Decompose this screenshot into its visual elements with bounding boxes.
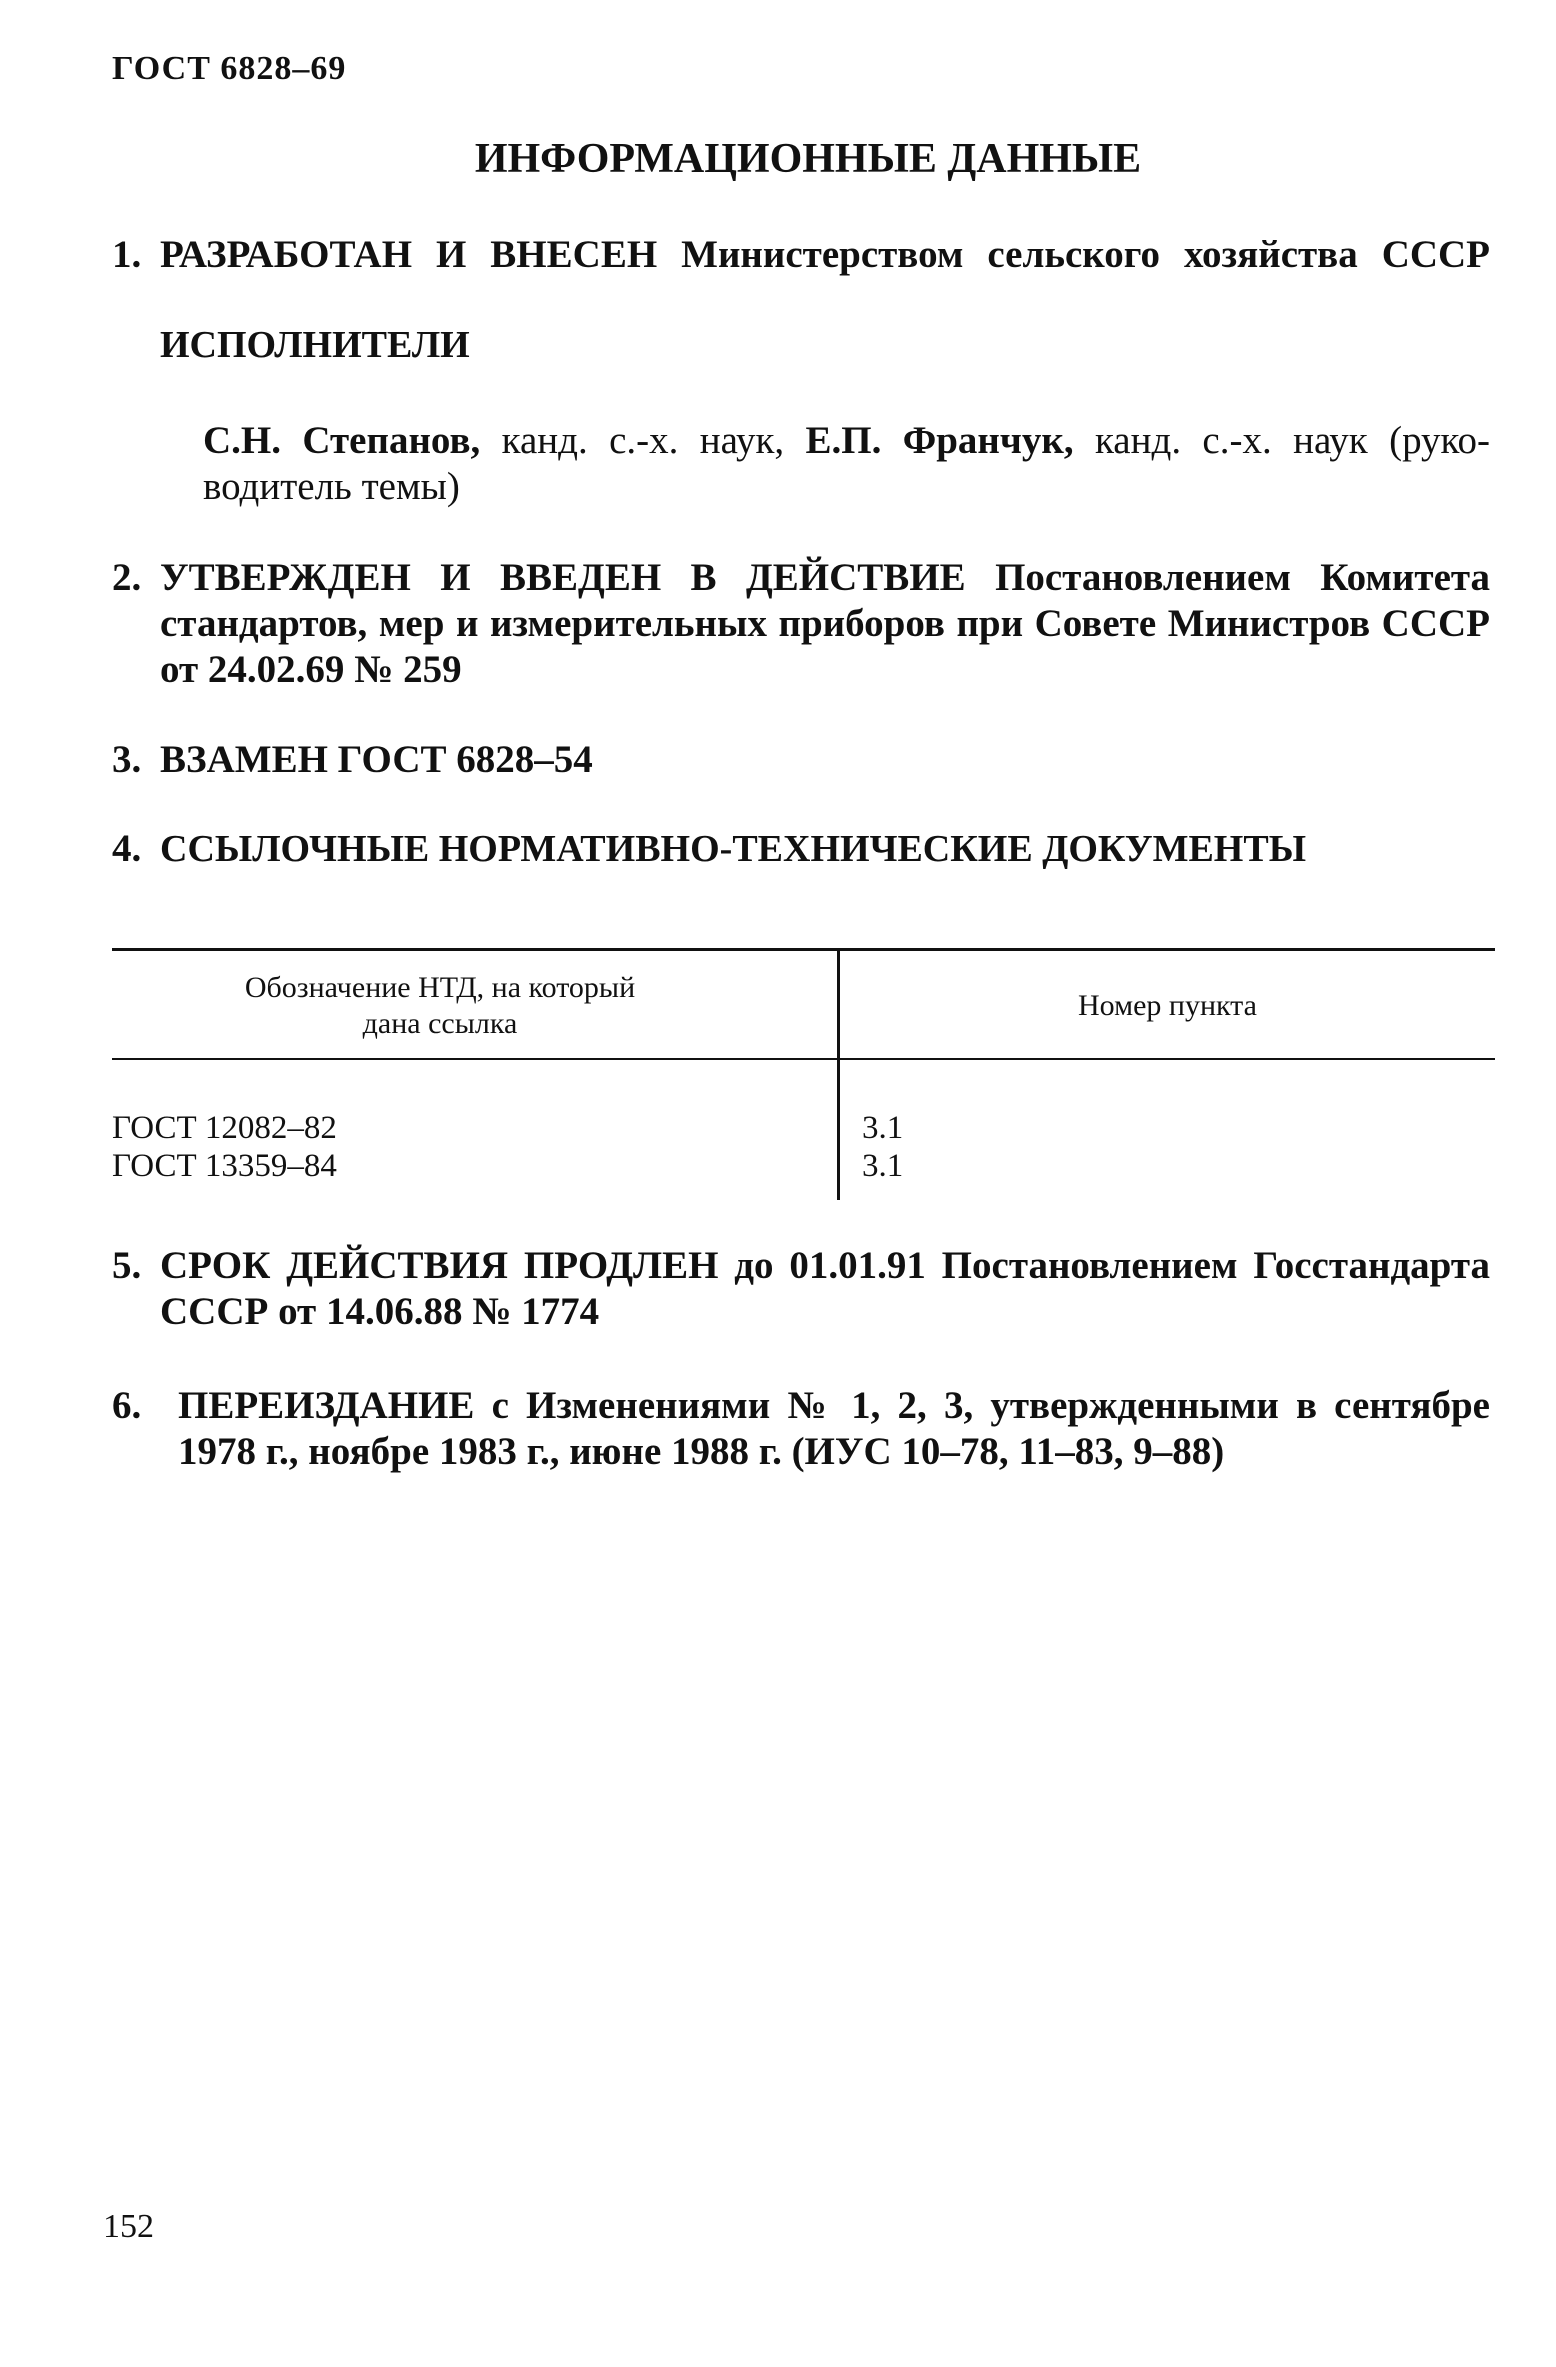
- table-cell-clause: 3.1: [862, 1110, 904, 1146]
- table-header-rule: [112, 1058, 1495, 1060]
- item-number: 5.: [112, 1244, 142, 1287]
- author-degree: канд. с.-х. наук,: [501, 419, 785, 462]
- item-text-line: от 24.02.69 № 259: [160, 648, 462, 691]
- item-number: 3.: [112, 738, 142, 781]
- item-number: 4.: [112, 827, 142, 870]
- item-lead: ПЕРЕИЗДАНИЕ: [178, 1384, 475, 1427]
- item-lead: СРОК ДЕЙСТВИЯ ПРОДЛЕН: [160, 1244, 719, 1287]
- item-number: 2.: [112, 556, 142, 599]
- author-note: водитель темы): [203, 465, 460, 508]
- item-text: Министерством сельского хозяйства СССР: [681, 233, 1491, 276]
- table-cell-clause: 3.1: [862, 1148, 904, 1184]
- item-lead: РАЗРАБОТАН И ВНЕСЕН: [160, 233, 658, 276]
- table-cell-doc: ГОСТ 13359–84: [112, 1148, 337, 1184]
- page-title: ИНФОРМАЦИОННЫЕ ДАННЫЕ: [474, 136, 1142, 182]
- author-degree: канд. с.-х. наук (руко-: [1094, 419, 1491, 462]
- item-text: до 01.01.91 Постановлением Госстандарта: [734, 1244, 1490, 1287]
- table-header-clause: Номер пункта: [1078, 989, 1257, 1022]
- table-header-doc: Обозначение НТД, на который дана ссылка: [244, 971, 636, 1040]
- executors-heading: ИСПОЛНИТЕЛИ: [160, 324, 470, 366]
- item-text: Постановлением Комитета: [995, 556, 1491, 599]
- item-text: ССЫЛОЧНЫЕ НОРМАТИВНО-ТЕХНИЧЕСКИЕ ДОКУМЕНТЫ: [160, 828, 1307, 870]
- table-top-rule: [112, 948, 1495, 951]
- table-cell-doc: ГОСТ 12082–82: [112, 1110, 337, 1146]
- author-name: Е.П. Франчук,: [805, 419, 1074, 462]
- item-text-line: СССР от 14.06.88 № 1774: [160, 1290, 600, 1333]
- document-code-header: ГОСТ 6828–69: [112, 50, 347, 87]
- author-name: С.Н. Степанов,: [203, 419, 481, 462]
- item-number: 6.: [112, 1384, 142, 1427]
- item-text: с Изменениями № 1, 2, 3, утвержденными в сентябре: [491, 1384, 1490, 1427]
- item-text-line: 1978 г., ноябре 1983 г., июне 1988 г. (ИУС 10–78, 11–83, 9–88): [178, 1430, 1225, 1473]
- item-lead: УТВЕРЖДЕН И ВВЕДЕН В ДЕЙСТВИЕ: [160, 556, 966, 599]
- item-text-line: стандартов, мер и измерительных приборов при Совете Министров СССР: [160, 602, 1490, 645]
- item-text: ВЗАМЕН ГОСТ 6828–54: [160, 738, 593, 781]
- page-number: 152: [103, 2208, 154, 2245]
- item-number: 1.: [112, 233, 142, 276]
